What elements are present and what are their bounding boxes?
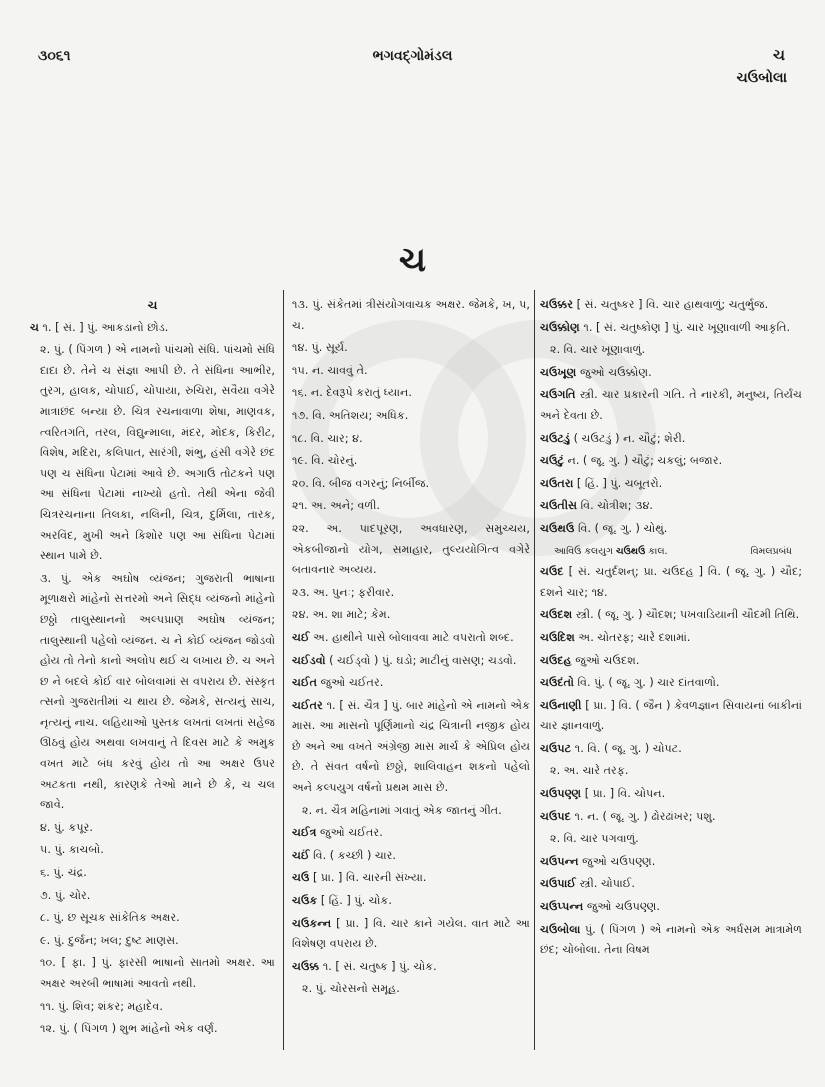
definition-text: [ પ્રા. ] વિ. ચાર કાને ગયેલ. વાત માટે આ વિશેષણ વપરાય છે. (292, 916, 530, 951)
definition-text: વિ. ચોત્રીશ; ૩૪. (580, 499, 653, 513)
headword: ચઉદ (540, 565, 564, 579)
dictionary-entry (30, 953, 275, 994)
dictionary-entry (30, 569, 275, 816)
definition-text: ૧૨. પું. ( પિંગળ ) શુભ માંહેનો એક વર્ણ. (40, 1022, 218, 1036)
definition-text: વિ. ( જૂ. ગુ. ) ચોથું. (578, 521, 668, 535)
definition-text: ( ચઈડ્વો ) પું. ઘડો; માટીનું વાસણ; ચડવો. (329, 653, 517, 667)
definition-text: ૫. પું. કાચબો. (40, 843, 104, 857)
definition-text: ૭. પું. ચોર. (40, 888, 91, 902)
dictionary-entry (30, 840, 275, 861)
definition-text: ૨૨. અ. પાદપૂરણ, અવધારણ, સમુચ્ચય, એકબીજાનો યોગ, સમાહાર, તુલ્યયોગિત્વ વગેરે બતાવનાર અવ્યય. (292, 521, 530, 577)
headword: ચઉટડું (540, 431, 571, 445)
headword: ચઉપદ (540, 809, 571, 823)
dictionary-entry (30, 818, 275, 839)
definition-text: ૧૪. પું. સૂર્ય. (292, 341, 348, 355)
definition-text: ન. ( જૂ. ગુ. ) ચૌટું; ચકલું; બજાર. (567, 454, 723, 468)
headword: ચઉખૂણ (540, 365, 577, 379)
definition-text: ૧. ન. ( જૂ. ગુ. ) ઢોરઢાંખર; પશુ. (574, 809, 716, 823)
definition-text: ૨. વિ. ચાર ખૂણાવાળું. (550, 343, 646, 357)
column-divider (283, 290, 284, 1050)
definition-text: ૧. [ સં. ] પું. આકડાનો છોડ. (42, 320, 169, 334)
dictionary-entry (292, 868, 530, 889)
definition-text: અ. હાથીને પાસે બોલાવવા માટે વપરાતો શબ્દ. (313, 630, 514, 644)
definition-text: ૨૩. અ. પુનઃ; ફરીવાર. (292, 585, 395, 599)
dictionary-entry (540, 852, 802, 873)
dictionary-entry (540, 696, 802, 737)
dictionary-entry (292, 295, 530, 336)
headword: ચઉબોલા (540, 922, 581, 936)
definition-text: સ્ત્રી. ચોપાઈ. (579, 877, 635, 891)
dictionary-entry (292, 383, 530, 404)
quote-source: વિમલપ્રબંધ (750, 545, 792, 557)
definition-text: વિ. પું. ( જૂ. ગુ. ) ચાર દાંતવાળો. (577, 676, 720, 690)
definition-text: ( ચઉટડું ) ન. ચૌટું; શેરી. (573, 431, 686, 445)
dictionary-entry (540, 761, 802, 782)
dictionary-entry (292, 801, 530, 822)
definition-text: ૧૫. ન. ચાવવું તે. (292, 363, 368, 377)
definition-text: ૧૧. પું. શિવ; શંકર; મહાદેવ. (40, 999, 163, 1013)
definition-text: ૩. પું. એક અઘોષ વ્યંજન; ગુજરાતી ભાષાના મૂળાક્ષરો માંહેનો સત્તરમો અને સિદ્ધ વ્યંજનો માંહેનો છઠ્ઠો તાલુસ્થાનનો અલ્પપ્રાણ અઘોષ વ્યંજન; તાલુસ્થાની પહેલો વ્યંજન. ચ ને કોઈ વ્યંજન જોડવો હોય તો તેનો કાનો અલોપ થઈ ચ લખાય છે. ચ અને છ ને બદલે કોઈ વાર બોલવામાં સ વપરાય છે. સંસ્કૃત ત્સનો ગુજરાતીમાં ચ થાય છે. જેમકે, સત્યનું સાચ, નૃત્યનું નાચ. લહિયાઓ પુસ્તક લખતાં લખતાં સહેજ ઊઠવું હોય અથવા લખવાનું તે દિવસ માટે કે અમુક વખત માટે બંધ કરવું હોય તો આ અક્ષર ઉપર અટકતા નથી, કારણકે તેઓ માને છે કે, ચ ચલ જાવે. (40, 571, 275, 812)
definition-text: ૧૮. વિ. ચાર; ૪. (292, 431, 363, 445)
definition-text: ૨. પું. ( પિંગળ ) એ નામનો પાંચમો સંધિ. પાંચમો સંધિ દાદા છે. તેને ચ સંજ્ઞા આપી છે. તે સંધિના આભીર, તુરગ, હાલક, ચોપાઈ, ચોપાયા, રુચિરા, સવૈયા વગેરે માત્રાછંદ બન્યા છે. ચિત્ર રચનાવાળા શેષા, માણવક, ત્વરિતગતિ, તરલ, વિદ્યુન્માલા, મંદર, મોદક, કિરીટ, વિશેષ, મદિરા, કલિપાત, સારંગી, શંભુ, હંસી વગેરે છંદ પણ ચ સંધિના પેટામાં આવે છે. અગાઉ તોટકને પણ આ સંધિના પેટામાં નાખ્યો હતો. તેથી એના જેવી ચિત્રરચનાના તિલકા, નલિની, ચિત્ર, દુર્મિલા, તારક, અરવિંદ, મુખી અને કિશોર પણ આ સંધિના પેટામાં સ્થાન પામે છે. (40, 343, 275, 563)
column-1 (30, 295, 275, 1042)
quote-qpre: આવિઉ કલયુગ (554, 545, 613, 557)
definition-text: ૨. અ. ચારે તરફ. (550, 764, 629, 778)
dictionary-entry (30, 997, 275, 1018)
definition-text: ૨૧. અ. અને; વળી. (292, 499, 380, 513)
dictionary-entry (292, 519, 530, 581)
dictionary-entry (540, 519, 802, 540)
definition-text: અ. ચોતરફ; ચારે દશામાં. (578, 630, 691, 644)
dictionary-entry (540, 340, 802, 361)
dictionary-entry (540, 651, 802, 672)
section-letter: ચ (772, 46, 785, 64)
headword: ચઈં (292, 848, 310, 862)
headword: ચઉક્કોણ (540, 320, 580, 334)
definition-text: ૪. પું. કપૂર. (40, 820, 93, 834)
column-2 (292, 295, 530, 1002)
dictionary-entry (292, 496, 530, 517)
dictionary-entry (292, 338, 530, 359)
definition-text: ૧. [ સં. ચતુષ્કોણ ] પું. ચાર ખૂણાવાળી આકૃતિ. (583, 320, 791, 334)
definition-text: ૧૩. પું. સંકેતમાં ત્રીસંયોગવાચક અક્ષર. જેમકે, ખ, પ, ચ. (292, 298, 530, 332)
dictionary-entry (30, 863, 275, 884)
dictionary-entry (292, 605, 530, 626)
definition-text: ૧૦. [ ફા. ] પું. ફારસી ભાષાનો સાતમો અક્ષર. આ અક્ષર અરબી ભાષામાં આવતો નથી. (40, 956, 275, 990)
dictionary-entry (540, 739, 802, 760)
definition-text: ૨. ન. ચૈત્ર મહિનામાં ગવાતું એક જાતનું ગીત. (302, 803, 502, 817)
dictionary-entry (292, 361, 530, 382)
dictionary-entry (30, 1019, 275, 1040)
headword: ચઉક (292, 894, 318, 908)
definition-text: સ્ત્રી. ચાર પ્રકારની ગતિ. તે નારકી, મનુષ્ય, તિર્યંચ અને દેવતા છે. (540, 388, 802, 422)
definition-text: ૮. પું. છ સૂચક સાંકેતિક અક્ષર. (40, 911, 180, 925)
column-divider (534, 290, 535, 1050)
dictionary-entry (540, 429, 802, 450)
definition-text: ૧૭. વિ. અતિશય; અધિક. (292, 408, 409, 422)
dictionary-entry (292, 429, 530, 450)
page-header (0, 40, 825, 100)
dictionary-entry (30, 318, 275, 339)
headword: ચઉ (292, 871, 310, 885)
definition-text: [ સં. ચતુષ્કર ] વિ. ચાર હાથવાળું; ચતુર્ભુજ. (576, 298, 769, 311)
dictionary-entry (292, 628, 530, 649)
definition-text: ૧. [ સં. ચતુષ્ક ] પું. ચોક. (322, 959, 437, 973)
dictionary-entry (292, 474, 530, 495)
headword: ચઉપાઈ (540, 877, 577, 891)
dictionary-entry (292, 673, 530, 694)
headword: ચઈતર (292, 698, 323, 712)
dictionary-entry (292, 696, 530, 799)
definition-text: ૧૬. ન. દેવરૂપે કરાતું ધ્યાન. (292, 386, 412, 400)
dictionary-entry (540, 784, 802, 805)
dictionary-entry (292, 979, 530, 1000)
definition-text: સ્ત્રી. ( જૂ. ગુ. ) ચૌદશ; પખવાડિયાની ચૌદમી તિથિ. (575, 608, 800, 622)
headword: ચઉથઉ (540, 521, 575, 535)
page-number: ૩૦૬૧ (38, 48, 71, 64)
dictionary-entry (540, 474, 802, 495)
definition-text: ૧. [ સં. ચૈત્ર ] પું. બાર માંહેનો એ નામનો એક માસ. આ માસનો પૂર્ણિમાનો ચંદ્ર ચિત્રાની નજીક હોય છે અને આ વખતે અંગ્રેજી માસ માર્ચ કે એપ્રિલ હોય છે. તે સંવત વર્ષનો છઠ્ઠો, શાલિવાહન શકનો પહેલો અને કલ્પયુગ વર્ષનો પ્રથમ માસ છે. (292, 698, 530, 795)
definition-text: જુઓ ચઈતર. (320, 676, 384, 690)
headword: ચઉપન્ન (540, 854, 579, 868)
definition-text: ૨. વિ. ચાર પગવાળું. (550, 832, 639, 846)
headword: ચઉકન્ન (292, 916, 332, 930)
definition-text: જુઓ ચઉક્કોણ. (579, 365, 652, 379)
dictionary-entry (30, 886, 275, 907)
dictionary-entry (540, 318, 802, 339)
headword: ચઉનાણી (540, 698, 582, 712)
headword: ચઉપ્પન્ન (540, 900, 584, 914)
quote-qpost: કાલ. (648, 545, 668, 557)
headword: ચઉદશ (540, 608, 573, 622)
definition-text: ૧. વિ. ( જૂ. ગુ. ) ચોપટ. (574, 741, 682, 755)
column-heading: ચ (147, 298, 158, 312)
dictionary-entry (540, 562, 802, 603)
dictionary-entry (30, 908, 275, 929)
headword: ચઈત્ર (292, 826, 317, 840)
definition-text: ૨૦. વિ. બીજ વગરનું; નિર્બીજ. (292, 476, 430, 490)
headword: ચઉટું (540, 454, 564, 468)
definition-text: ૧૯. વિ. ચોરનું. (292, 454, 358, 468)
headword: ચઉપણ્ણ (540, 787, 582, 801)
definition-text: ૬. પું. ચંદ્ર. (40, 866, 87, 880)
dictionary-entry (540, 673, 802, 694)
headword: ચઉદિશ (540, 630, 575, 644)
headword: ચઉક્ક (292, 959, 320, 973)
headword: ચઉપટ (540, 741, 572, 755)
catchword: ચઉબોલા (736, 70, 787, 86)
dictionary-entry (292, 651, 530, 672)
dictionary-entry (540, 920, 802, 961)
headword: ચઈ (292, 630, 310, 644)
dictionary-entry (540, 874, 802, 895)
dictionary-entry (292, 957, 530, 978)
section-heading-letter: ચ (398, 240, 427, 280)
definition-text: જુઓ ચઉદશ. (575, 653, 640, 667)
dictionary-entry (540, 496, 802, 517)
definition-text: પું. ( પિંગળ ) એ નામનો એક અર્ધસમ માત્રામેળ છંદ; ચોબોલા. તેના વિષમ (540, 922, 802, 957)
quote-qhw: ચઉથઉ (616, 545, 646, 557)
headword: ચઉક્કર (540, 298, 574, 311)
definition-text: [ પ્રા. ] વિ. ચોપન. (584, 787, 666, 801)
definition-text: [ હિં. ] પું. ચોક. (320, 894, 392, 908)
headword: ચઉતરા (540, 476, 574, 490)
dictionary-entry (540, 363, 802, 384)
dictionary-entry (292, 846, 530, 867)
definition-text: વિ. ( કચ્છી ) ચાર. (313, 848, 396, 862)
definition-text: ૨૪. અ. શા માટે; કેમ. (292, 608, 391, 622)
dictionary-entry (540, 295, 802, 316)
dictionary-entry (292, 406, 530, 427)
headword: ચ (30, 320, 39, 334)
dictionary-entry (540, 605, 802, 626)
dictionary-entry (292, 583, 530, 604)
dictionary-entry (540, 451, 802, 472)
dictionary-entry (540, 897, 802, 918)
definition-text: [ હિં. ] પું. ચબૂતરો. (576, 476, 663, 490)
definition-text: જુઓ ચઈતર. (320, 826, 383, 840)
dictionary-entry (292, 823, 530, 844)
definition-text: જુઓ ચઉપણ્ણ. (582, 854, 656, 868)
headword: ચઈડવો (292, 653, 326, 667)
headword: ચઉદંતો (540, 676, 574, 690)
headword: ચઉતીસ (540, 499, 578, 513)
dictionary-entry (540, 829, 802, 850)
column-3 (540, 295, 802, 963)
headword: ચઉદહ (540, 653, 572, 667)
usage-quote (540, 542, 802, 563)
definition-text: [ પ્રા. ] વિ. ( જૈન ) કેવળજ્ઞાન સિવાયનાં બાકીનાં ચાર જ્ઞાનવાળું. (540, 698, 803, 733)
definition-text: [ પ્રા. ] વિ. ચારની સંખ્યા. (312, 871, 427, 885)
headword: ચઈત (292, 676, 318, 690)
headword: ચઉગતિ (540, 388, 576, 402)
definition-text: ૨. પું. ચોરસનો સમૂહ. (302, 982, 400, 996)
definition-text: જુઓ ચઉપણ્ણ. (586, 900, 660, 914)
definition-text: ૯. પું. દુર્જન; ખલ; દુષ્ટ માણસ. (40, 933, 179, 947)
definition-text: [ સં. ચતુર્દશન્; પ્રા. ચઉદહ ] વિ. ( જૂ. ગુ. ) ચૌદ; દશને ચાર; ૧૪. (540, 565, 802, 599)
dictionary-entry (540, 628, 802, 649)
dictionary-entry (30, 931, 275, 952)
running-title: ભગવદ્ગોમંડલ (372, 48, 453, 64)
dictionary-entry (540, 807, 802, 828)
dictionary-entry (30, 340, 275, 567)
dictionary-entry (292, 914, 530, 955)
dictionary-entry (292, 451, 530, 472)
dictionary-entry (540, 385, 802, 426)
dictionary-entry (292, 891, 530, 912)
